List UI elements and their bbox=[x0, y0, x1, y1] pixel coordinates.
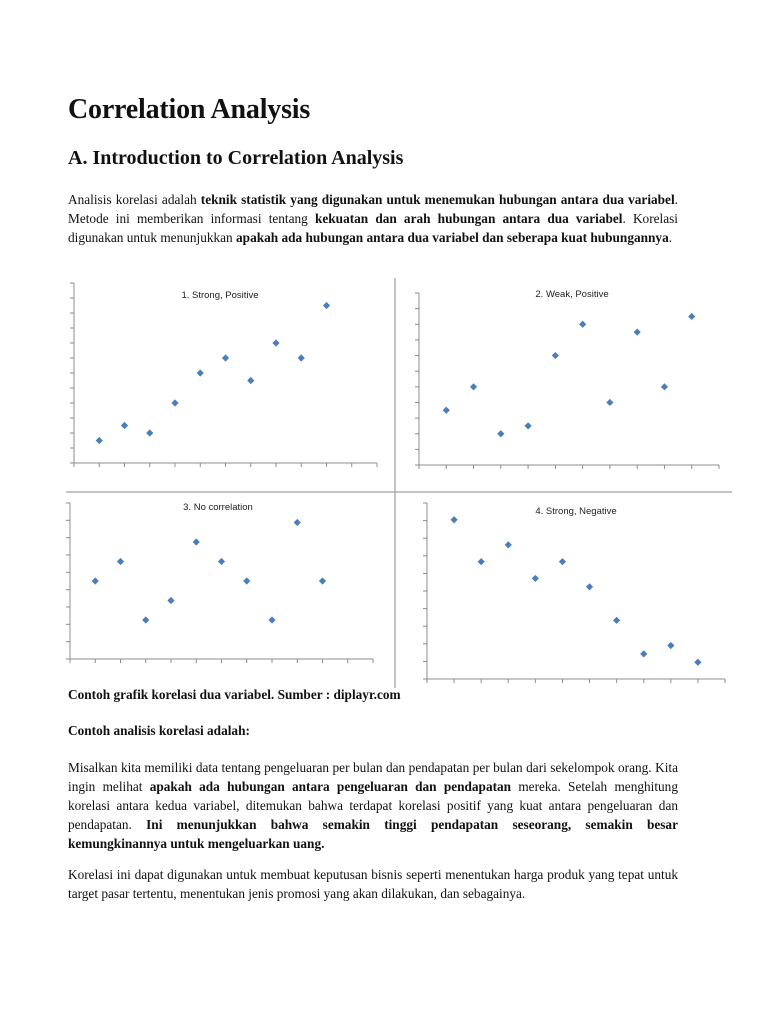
data-point bbox=[559, 558, 566, 565]
data-point bbox=[272, 339, 279, 346]
data-point bbox=[247, 377, 254, 384]
data-point bbox=[586, 583, 593, 590]
correlation-charts-figure bbox=[62, 278, 732, 688]
scatter-chart-2 bbox=[415, 289, 719, 469]
usage-paragraph: Korelasi ini dapat digunakan untuk membuat keputusan bisnis seperti menentukan harga produk yang tepat untuk target pasar tertentu, menentukan jenis promosi yang akan dilakukan, dan sebagainya. bbox=[68, 867, 678, 901]
intro-paragraph-run-5: apakah ada hubungan antara dua variabel dan seberapa kuat hubungannya bbox=[236, 230, 669, 245]
example-paragraph bbox=[68, 758, 678, 853]
data-point bbox=[524, 422, 531, 429]
data-point bbox=[478, 558, 485, 565]
scatter-chart-1 bbox=[70, 283, 377, 467]
data-point bbox=[222, 354, 229, 361]
chart-title: 3. No correlation bbox=[183, 502, 253, 513]
data-point bbox=[694, 659, 701, 666]
chart-title: 2. Weak, Positive bbox=[535, 289, 609, 300]
data-point bbox=[193, 538, 200, 545]
data-point bbox=[613, 617, 620, 624]
data-point bbox=[640, 650, 647, 657]
chart-title: 4. Strong, Negative bbox=[535, 506, 617, 517]
data-point bbox=[532, 575, 539, 582]
scatter-chart-3 bbox=[66, 502, 373, 663]
data-point bbox=[218, 558, 225, 565]
data-point bbox=[298, 354, 305, 361]
intro-paragraph-run-1: teknik statistik yang digunakan untuk menemukan hubungan antara dua variabel bbox=[200, 192, 675, 207]
intro-paragraph bbox=[68, 190, 678, 247]
data-point bbox=[450, 516, 457, 523]
data-point bbox=[667, 642, 674, 649]
data-point bbox=[606, 399, 613, 406]
intro-paragraph-run-0: Analisis korelasi adalah bbox=[68, 192, 201, 207]
chart-title: 1. Strong, Positive bbox=[181, 290, 259, 301]
data-point bbox=[688, 313, 695, 320]
data-point bbox=[117, 558, 124, 565]
data-point bbox=[243, 577, 250, 584]
intro-paragraph-run-6: . bbox=[668, 230, 673, 245]
data-point bbox=[579, 321, 586, 328]
data-point bbox=[323, 302, 330, 309]
figure-caption: Contoh grafik korelasi dua variabel. Sumber : diplayr.com bbox=[68, 687, 401, 702]
data-point bbox=[96, 437, 103, 444]
charts-svg bbox=[62, 278, 732, 688]
data-point bbox=[146, 429, 153, 436]
data-point bbox=[505, 541, 512, 548]
intro-paragraph-run-3: kekuatan dan arah hubungan antara dua variabel bbox=[314, 211, 623, 226]
data-point bbox=[294, 519, 301, 526]
example-paragraph-run-0: Misalkan kita memiliki data tentang pengeluaran per bulan dan pendapatan per bulan dari sekelompok orang. Kita ingin melihat bbox=[68, 760, 678, 794]
data-point bbox=[470, 383, 477, 390]
data-point bbox=[634, 328, 641, 335]
data-point bbox=[197, 369, 204, 376]
example-paragraph-run-2: mereka. Setelah menghitung korelasi antara kedua variabel, ditemukan bahwa terdapat korelasi positif yang kuat antara pengeluaran dan pendapatan. bbox=[68, 779, 678, 832]
data-point bbox=[142, 616, 149, 623]
data-point bbox=[661, 383, 668, 390]
data-point bbox=[552, 352, 559, 359]
data-point bbox=[497, 430, 504, 437]
data-point bbox=[167, 597, 174, 604]
data-point bbox=[443, 407, 450, 414]
data-point bbox=[319, 577, 326, 584]
data-point bbox=[268, 616, 275, 623]
data-point bbox=[92, 577, 99, 584]
data-point bbox=[121, 422, 128, 429]
intro-paragraph-run-4: . Korelasi digunakan untuk menunjukkan bbox=[68, 211, 678, 245]
example-heading: Contoh analisis korelasi adalah: bbox=[68, 723, 250, 738]
data-point bbox=[171, 399, 178, 406]
section-heading: A. Introduction to Correlation Analysis bbox=[68, 147, 404, 169]
scatter-chart-4 bbox=[423, 503, 725, 683]
intro-paragraph-run-2: . Metode ini memberikan informasi tentang bbox=[68, 192, 678, 226]
example-paragraph-run-3: Ini menunjukkan bahwa semakin tinggi pendapatan seseorang, semakin besar kemungkinannya untuk mengeluarkan uang. bbox=[68, 817, 678, 851]
example-paragraph-run-1: apakah ada hubungan antara pengeluaran dan pendapatan bbox=[149, 779, 512, 794]
document-title: Correlation Analysis bbox=[68, 94, 311, 125]
